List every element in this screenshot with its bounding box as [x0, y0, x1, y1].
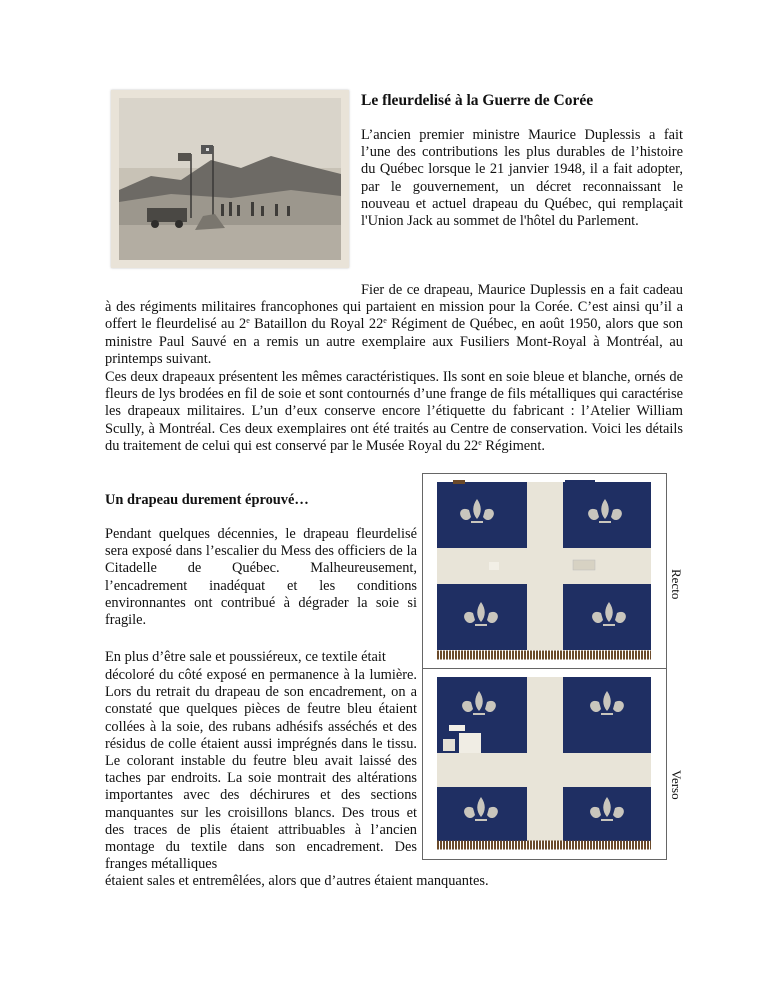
paragraph-exposure: Pendant quelques décennies, le drapeau fleurdelisé sera exposé dans l’escalier du Mess des officiers de la Citadelle de Québec. Malheureusement, l’encadrement inadéquat et les conditions environnantes ont contribué à dégrader la soie si fragile. — [105, 526, 417, 629]
flag-recto-image — [423, 474, 666, 669]
paragraph-gift-part1: Fier de ce drapeau, Maurice Duplessis en a fait cadeau à des régiments militaires francophones qui partaient en mission pour la Corée. C’est ainsi qu’il a offert le fleurdelisé au 2 — [105, 282, 683, 333]
superscript-e: e — [478, 437, 482, 447]
paragraph-condition-last: étaient sales et entremêlées, alors que d’autres étaient manquantes. — [105, 873, 489, 889]
vintage-photo — [111, 90, 349, 268]
paragraph-intro: L’ancien premier ministre Maurice Duplessis a fait l’une des contributions les plus durables de l’histoire du Québec lorsque le 21 janvier 1948, il a fait adopter, par le gouvernement, un décret reconnaissant le nouveau et actuel drapeau du Québec, qui remplaçait l'Union Jack au sommet de l'hôtel du Parlement. — [361, 127, 683, 230]
paragraph-condition-line1: En plus d’être sale et poussiéreux, ce textile était — [105, 649, 386, 665]
paragraph-gift-part3: Régiment de Québec, en août 1950, alors que son ministre Paul Sauvé en a remis un autre exemplaire aux Fusiliers Mont-Royal à Montréal, au printemps suivant. — [105, 316, 684, 367]
flag-verso-figure — [422, 668, 667, 860]
article-title: Le fleurdelisé à la Guerre de Corée — [361, 92, 594, 109]
paragraph-characteristics-part1: Ces deux drapeaux présentent les mêmes caractéristiques. Ils sont en soie bleue et blanche, ornés de fleurs de lys brodées en fil de soie et sont contournés d’une frange de fils métalliques qui caractérise les drapeaux militaires. L’un d’eux conserve encore l’étiquette du fabricant : l’Atelier William Scully, à Montréal. Ces deux exemplaires ont été traités au Centre de conservation. Voici les détails du traitement de celui qui est conservé par le Musée Royal du 22 — [105, 369, 683, 454]
paragraph-characteristics — [105, 369, 683, 455]
paragraph-gift — [105, 282, 683, 368]
flag-recto-figure — [422, 473, 667, 670]
verso-label: Verso — [669, 770, 684, 800]
section-subheading: Un drapeau durement éprouvé… — [105, 492, 309, 508]
paragraph-condition: décoloré du côté exposé en permanence à la lumière. Lors du retrait du drapeau de son encadrement, on a constaté que quelques pièces de feutre bleu étaient collées à la soie, des rubans adhésifs asséchés et des résidus de colle étaient aussi imprégnés dans le tissu. Le colorant instable du feutre bleu avait laissé des taches par endroits. La soie montrait des altérations importantes avec des déchirures et des sections manquantes sur les croisillons blancs. Des trous et des traces de plis étaient attribuables à l’ancien montage du textile dans son encadrement. Des franges métalliques — [105, 667, 417, 873]
superscript-e: e — [246, 316, 250, 326]
paragraph-characteristics-part2: Régiment. — [481, 437, 545, 454]
photo-image — [111, 90, 349, 268]
recto-label: Recto — [669, 569, 684, 600]
superscript-e: e — [383, 316, 387, 326]
flag-verso-image — [423, 669, 666, 859]
paragraph-gift-part2: Bataillon du Royal 22 — [249, 316, 384, 333]
